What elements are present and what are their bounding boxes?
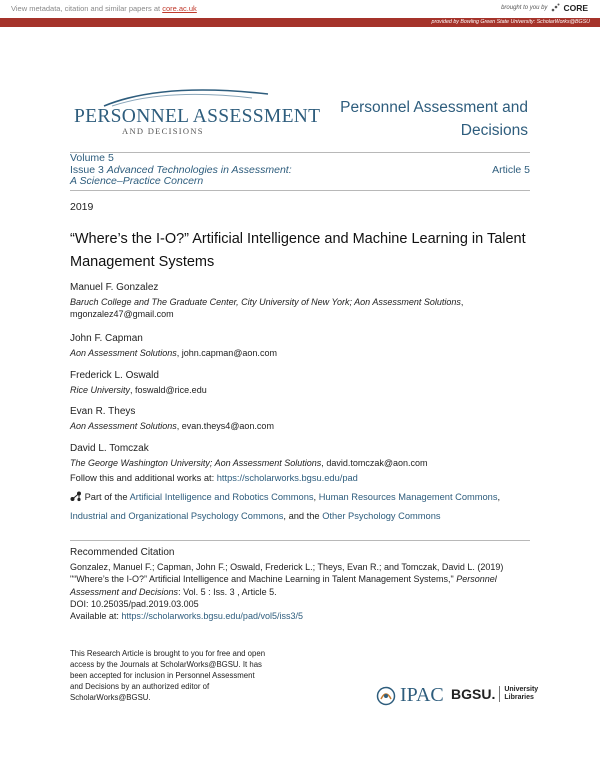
commons-link-hr[interactable]: Human Resources Management Commons bbox=[318, 492, 498, 502]
access-line: been accepted for inclusion in Personnel Assessment bbox=[70, 671, 255, 681]
core-topbar bbox=[0, 0, 600, 17]
issue-title-cont: A Science–Practice Concern bbox=[70, 175, 204, 187]
core-logo-icon bbox=[550, 3, 560, 13]
citation-volume: : Vol. 5 : Iss. 3 , Article 5. bbox=[178, 586, 277, 597]
bgsu-text: BGSU. bbox=[451, 686, 496, 702]
author-name: Evan R. Theys bbox=[70, 406, 136, 417]
bgsu-libraries-logo bbox=[451, 686, 538, 702]
separator: , bbox=[497, 492, 501, 502]
bgsu-sub bbox=[504, 686, 538, 702]
ipac-text: IPAC bbox=[400, 684, 444, 706]
author-affiliation: Aon Assessment Solutions bbox=[70, 420, 177, 431]
author-email: john.capman@aon.com bbox=[181, 347, 277, 358]
author-email: david.tomczak@aon.com bbox=[326, 457, 428, 468]
author-email: mgonzalez47@gmail.com bbox=[70, 309, 174, 319]
author-name: David L. Tomczak bbox=[70, 443, 149, 454]
author-block-1: Manuel F. Gonzalez Baruch College and The Graduate Center, City University of New York; Aon Assessment Solutions, mgonzalez47@gmail.com bbox=[70, 282, 540, 321]
brought-to-you-text: brought to you by bbox=[501, 5, 548, 11]
author-block-3: Frederick L. Oswald Rice University, foswald@rice.edu bbox=[70, 370, 540, 396]
publication-year: 2019 bbox=[70, 201, 94, 213]
author-name: John F. Capman bbox=[70, 333, 143, 344]
author-block-4: Evan R. Theys Aon Assessment Solutions, evan.theys4@aon.com bbox=[70, 406, 540, 432]
access-statement bbox=[70, 648, 310, 703]
logo-separator bbox=[499, 686, 500, 702]
author-email: evan.theys4@aon.com bbox=[181, 420, 274, 431]
available-label: Available at: bbox=[70, 611, 122, 622]
network-icon bbox=[70, 491, 82, 502]
separator: , and the bbox=[283, 510, 323, 521]
follow-link[interactable]: https://scholarworks.bgsu.edu/pad bbox=[216, 473, 358, 483]
follow-line bbox=[70, 473, 358, 483]
provider-text: provided by Bowling Green State University: ScholarWorks@BGSU bbox=[431, 19, 590, 25]
available-link[interactable]: https://scholarworks.bgsu.edu/pad/vol5/iss3/5 bbox=[121, 611, 303, 622]
commons-link-ai[interactable]: Artificial Intelligence and Robotics Commons bbox=[129, 492, 314, 502]
core-metadata-notice bbox=[11, 4, 197, 13]
journal-logo bbox=[74, 88, 321, 138]
issue-title: Advanced Technologies in Assessment: bbox=[106, 163, 292, 176]
volume-link[interactable]: Volume 5 bbox=[70, 152, 114, 164]
issue-info bbox=[70, 153, 292, 188]
separator: , bbox=[313, 492, 319, 502]
core-link[interactable]: core.ac.uk bbox=[162, 4, 197, 13]
citation-journal: Personnel bbox=[456, 574, 497, 585]
article-title: “Where’s the I-O?” Artificial Intelligence and Machine Learning in Talent Management Systems bbox=[70, 231, 526, 270]
author-affiliation: Baruch College and The Graduate Center, City University of New York; Aon Assessment Solutions bbox=[70, 296, 461, 307]
recommended-citation bbox=[70, 561, 540, 622]
ipac-logo bbox=[376, 684, 444, 707]
citation-doi: DOI: 10.25035/pad.2019.03.005 bbox=[70, 598, 199, 609]
issue-number: Issue 3 bbox=[70, 163, 107, 176]
logo-subtitle: AND DECISIONS bbox=[122, 126, 204, 136]
recommended-citation-heading: Recommended Citation bbox=[70, 547, 175, 558]
access-line: ScholarWorks@BGSU. bbox=[70, 693, 151, 703]
access-line: This Research Article is brought to you for free and open bbox=[70, 649, 266, 658]
bgsu-sub-line1: University bbox=[504, 686, 539, 693]
subject-commons bbox=[70, 488, 540, 525]
core-brand bbox=[501, 3, 588, 13]
commons-link-io[interactable]: Industrial and Organizational Psychology Commons bbox=[70, 510, 284, 521]
divider bbox=[70, 190, 530, 191]
logo-title: PERSONNEL ASSESSMENT bbox=[74, 106, 321, 127]
ipac-emblem-icon bbox=[376, 686, 396, 706]
logo-swoosh-icon bbox=[102, 88, 272, 108]
citation-journal-cont: Assessment and Decisions bbox=[70, 586, 179, 597]
author-name: Manuel F. Gonzalez bbox=[70, 282, 159, 293]
access-line: and Decisions by an authorized editor of bbox=[70, 682, 210, 692]
citation-authors: Gonzalez, Manuel F.; Capman, John F.; Oswald, Frederick L.; Theys, Evan R.; and Tomczak, David L. (2019) bbox=[70, 562, 504, 572]
part-of-text: Part of the bbox=[84, 492, 130, 502]
follow-text: Follow this and additional works at: bbox=[70, 473, 217, 483]
journal-name[interactable] bbox=[340, 96, 528, 142]
author-affiliation: The George Washington University; Aon Assessment Solutions bbox=[70, 457, 322, 468]
core-brand-text: CORE bbox=[563, 3, 588, 13]
author-block-5: David L. Tomczak The George Washington University; Aon Assessment Solutions, david.tomczak@aon.com bbox=[70, 443, 540, 469]
provider-bar bbox=[0, 18, 600, 27]
author-affiliation: Aon Assessment Solutions bbox=[70, 347, 177, 358]
journal-name-line2: Decisions bbox=[460, 122, 528, 139]
bgsu-sub-line2: Libraries bbox=[504, 694, 534, 701]
article-number[interactable]: Article 5 bbox=[492, 164, 530, 176]
author-name: Frederick L. Oswald bbox=[70, 370, 159, 381]
author-affiliation: Rice University bbox=[70, 384, 131, 395]
author-block-2: John F. Capman Aon Assessment Solutions, john.capman@aon.com bbox=[70, 333, 540, 359]
author-email: foswald@rice.edu bbox=[135, 384, 207, 395]
commons-link-other[interactable]: Other Psychology Commons bbox=[322, 510, 441, 521]
core-metadata-text: View metadata, citation and similar papers at bbox=[11, 4, 163, 13]
divider bbox=[70, 540, 530, 541]
access-line: access by the Journals at ScholarWorks@BGSU. It has bbox=[70, 660, 262, 670]
journal-name-line1: Personnel Assessment and bbox=[340, 99, 528, 116]
citation-title: "“Where’s the I-O?” Artificial Intelligence and Machine Learning in Talent Management Systems," bbox=[70, 574, 457, 585]
